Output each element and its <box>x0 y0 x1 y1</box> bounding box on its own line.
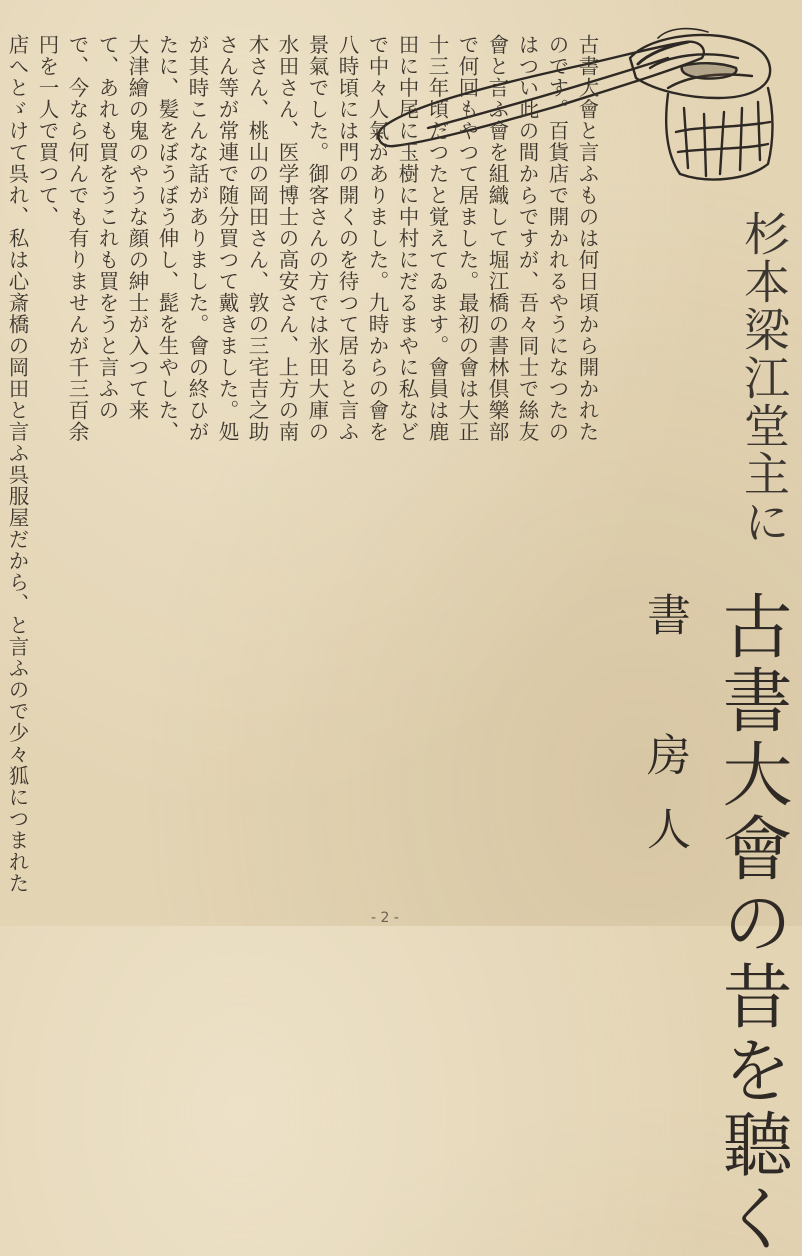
page-number: - 2 - <box>371 910 399 926</box>
author-name-first: 書 <box>639 592 690 654</box>
author-byline <box>608 592 690 880</box>
article-title: 古書大會の昔を聽く <box>711 590 793 1256</box>
author-name-second: 房人 <box>639 732 690 880</box>
article-body <box>5 34 602 894</box>
body-paragraph-upper: 古書大會と言ふものは何日頃から開かれたのです。百貨店で開かれるやうになつたのはつい此の間からですが、吾々同士で絲友會と言ふ會を組織して堀江橋の書林倶樂部で何回もやつて居ました。最初の會は大正十三年頃だつたと覚えてゐます。會員は鹿田に中尾に玉樹に中村にだるまやに私などで中々人氣がありました。九時からの會を八時頃には門の開くのを待つて居ると言ふ景氣でした。御客さんの方では氷田大庫の水田さん、医学博士の高安さん、上方の南木さん、桃山の岡田さん、敦の三宅吉之助さん等が常連で随分買つて戴きました。処が其時こんな話がありました。會の終ひがたに、髪をぼうぼう伸し、髭を生やした、大津繪の鬼のやうな顔の紳士が入つて来て、あれも買をうこれも買をうと言ふので、今なら何んでも有りませんが千三百余円を一人で買つて、 <box>35 34 599 443</box>
article-subtitle: 杉本梁江堂主に <box>737 210 791 546</box>
body-paragraph-lower: 店へとゞけて呉れ、私は心斎橋の岡田と言ふ呉服屋だから、と言ふので少々狐につまれた <box>5 34 29 894</box>
